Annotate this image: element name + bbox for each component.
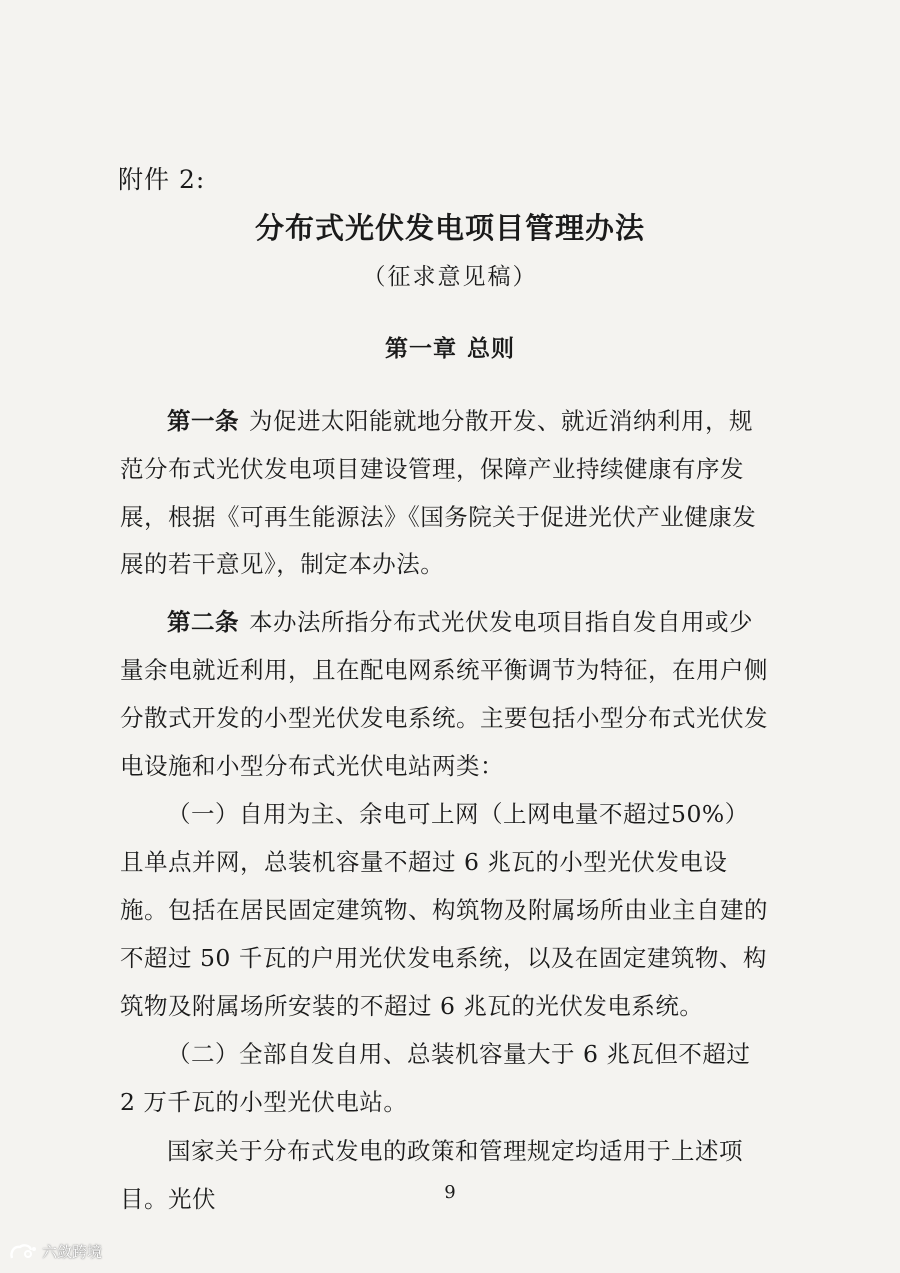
article-1-head: 第一条: [167, 407, 239, 435]
document-body: [120, 398, 770, 1224]
document-subtitle: （征求意见稿）: [362, 264, 538, 290]
article-2-item-1: （一）自用为主、余电可上网（上网电量不超过50%）且单点并网，总装机容量不超过 6 兆瓦的小型光伏发电设施。包括在居民固定建筑物、构筑物及附属场所由业主自建的不超过 50 千瓦的户用光伏发电系统，以及在固定建筑物、构筑物及附属场所安装的不超过 6 兆瓦的光伏发电系统。: [120, 800, 768, 1020]
article-1: [120, 398, 770, 589]
attachment-label: 附件 2:: [118, 165, 206, 194]
watermark-text: 六敛跨境: [42, 1243, 103, 1261]
article-2-text: 本办法所指分布式光伏发电项目指自发自用或少量余电就近利用，且在配电网系统平衡调节为特征，在用户侧分散式开发的小型光伏发电系统。主要包括小型分布式光伏发电设施和小型分布式光伏电站两类：: [120, 608, 768, 780]
watermark: [8, 1241, 102, 1262]
article-1-text: 为促进太阳能就地分散开发、就近消纳利用，规范分布式光伏发电项目建设管理，保障产业持续健康有序发展，根据《可再生能源法》《国务院关于促进光伏产业健康发展的若干意见》，制定本办法。: [120, 407, 757, 579]
chapter-heading: [0, 330, 900, 363]
chapter-name: 总则: [467, 335, 515, 362]
article-2-item-2: （二）全部自发自用、总装机容量大于 6 兆瓦但不超过 2 万千瓦的小型光伏电站。: [120, 1040, 751, 1117]
article-2: [120, 599, 770, 790]
page-number: 9: [444, 1182, 456, 1203]
closing-paragraph: 国家关于分布式发电的政策和管理规定均适用于上述项目。光伏: [120, 1136, 743, 1213]
document-title: 分布式光伏发电项目管理办法: [254, 211, 645, 245]
watermark-logo-icon: [8, 1242, 38, 1262]
chapter-number: 第一章: [385, 335, 457, 362]
article-2-head: 第二条: [167, 608, 239, 637]
